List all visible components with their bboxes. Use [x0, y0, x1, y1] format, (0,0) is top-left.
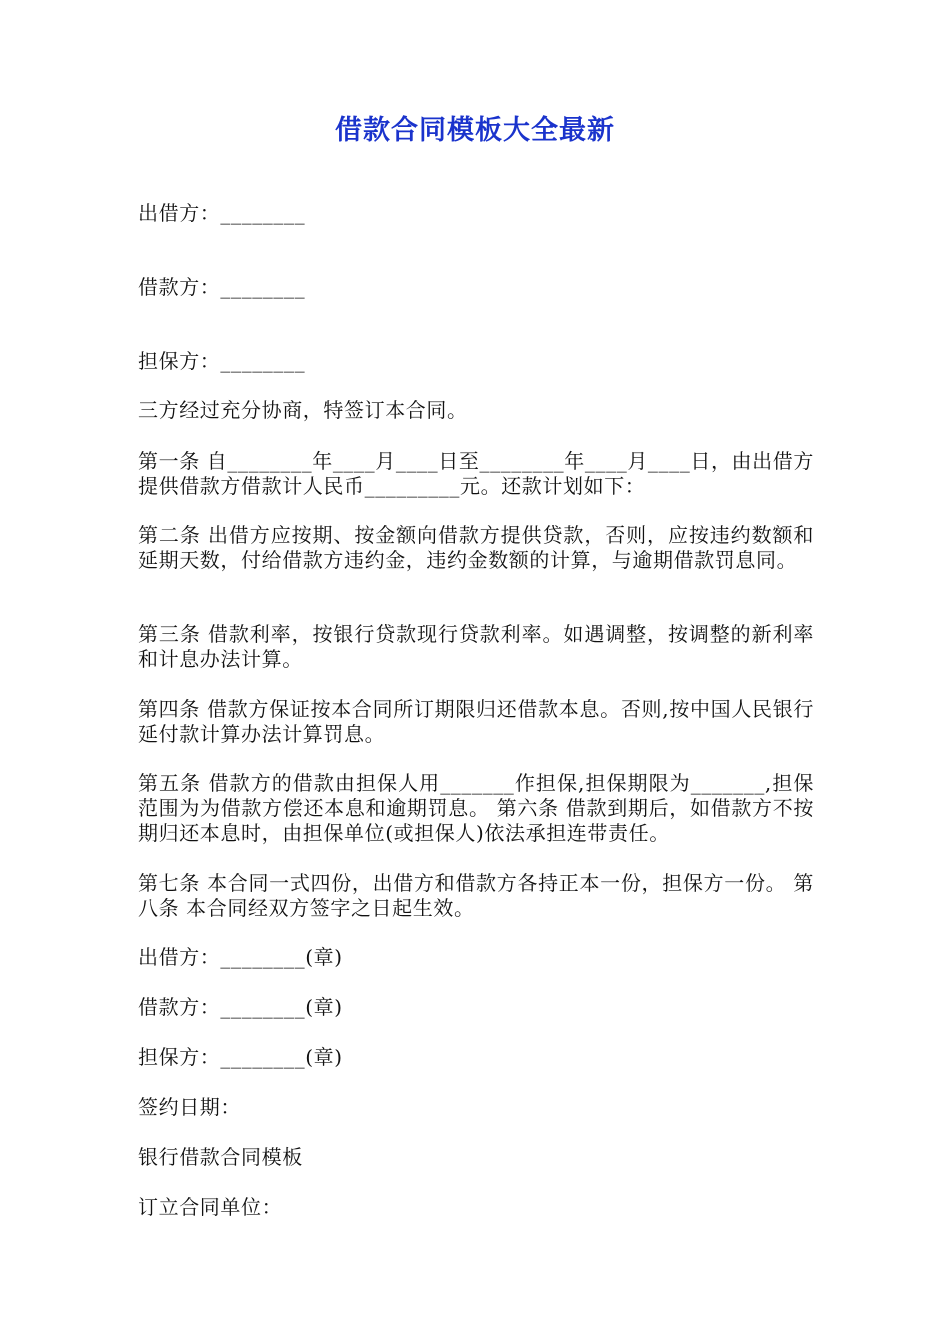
lender-signature-line: 出借方：________(章) — [138, 945, 343, 969]
borrower-line: 借款方：________ — [138, 275, 306, 299]
article-5-6-paragraph: 第五条 借款方的借款由担保人用_______作担保,担保期限为_______,担保范围为为借款方偿还本息和逾期罚息。 第六条 借款到期后，如借款方不按期归还本息时，由担保单位(或担保人)依法承担连带责任。 — [138, 771, 814, 845]
signing-date-line: 签约日期： — [138, 1095, 241, 1119]
guarantor-line: 担保方：________ — [138, 349, 306, 373]
lender-line: 出借方：________ — [138, 201, 306, 225]
article-1-paragraph: 第一条 自________年____月____日至________年____月____日，由出借方提供借款方借款计人民币_________元。还款计划如下： — [138, 449, 814, 498]
section-heading-bank-loan: 银行借款合同模板 — [138, 1145, 303, 1169]
borrower-signature-line: 借款方：________(章) — [138, 995, 343, 1019]
page-title: 借款合同模板大全最新 — [335, 115, 615, 146]
article-2-paragraph: 第二条 出借方应按期、按金额向借款方提供贷款，否则，应按违约数额和延期天数，付给借款方违约金，违约金数额的计算，与逾期借款罚息同。 — [138, 523, 814, 572]
article-3-paragraph: 第三条 借款利率，按银行贷款现行贷款利率。如遇调整，按调整的新利率和计息办法计算。 — [138, 622, 814, 671]
article-4-paragraph: 第四条 借款方保证按本合同所订期限归还借款本息。否则,按中国人民银行延付款计算办法计算罚息。 — [138, 697, 814, 746]
contracting-unit-line: 订立合同单位： — [138, 1195, 283, 1219]
article-7-8-paragraph: 第七条 本合同一式四份，出借方和借款方各持正本一份，担保方一份。 第八条 本合同经双方签字之日起生效。 — [138, 871, 814, 920]
preamble-paragraph: 三方经过充分协商，特签订本合同。 — [138, 398, 468, 422]
guarantor-signature-line: 担保方：________(章) — [138, 1045, 343, 1069]
